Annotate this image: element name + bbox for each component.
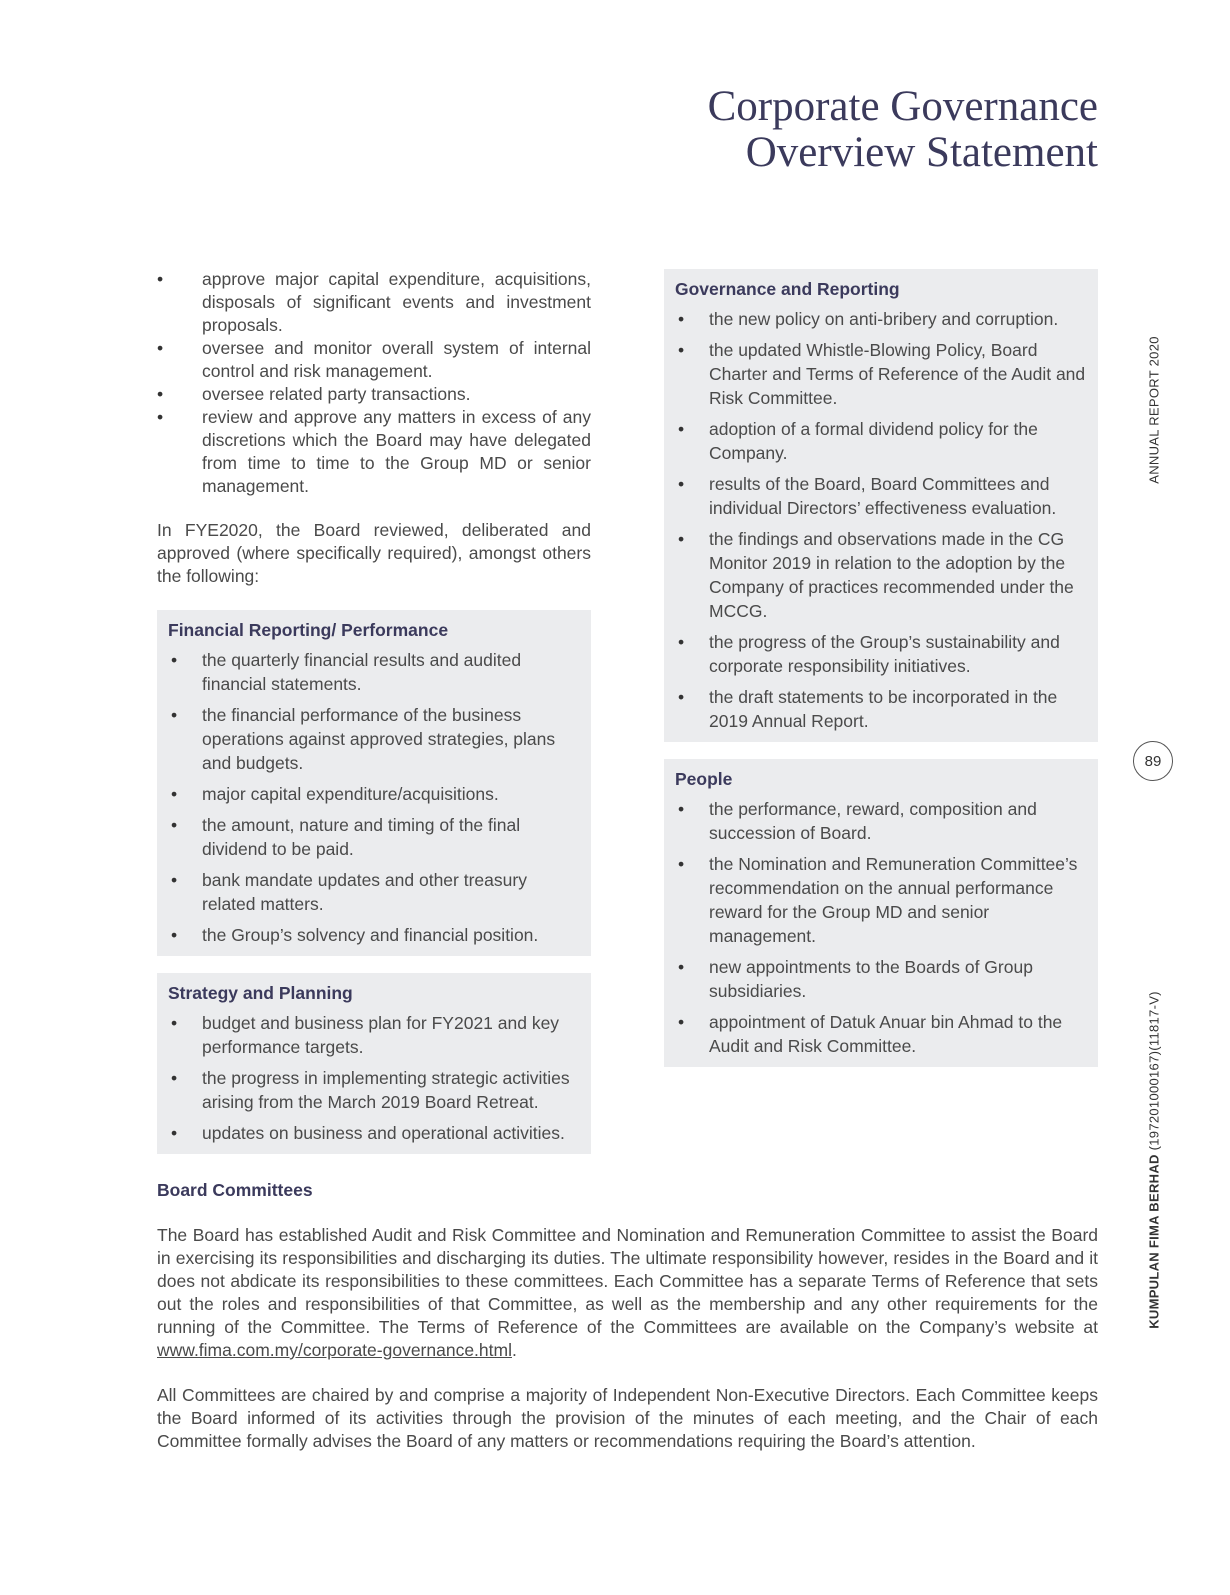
list-item: • the draft statements to be incorporated in the 2019 Annual Report. xyxy=(675,685,1087,733)
left-column xyxy=(157,268,591,1154)
list-item: • the Group’s solvency and financial position. xyxy=(168,923,580,947)
governance-list xyxy=(675,307,1087,733)
page-title-line-2: Overview Statement xyxy=(745,129,1098,176)
list-item: • the Nomination and Remuneration Committee’s recommendation on the annual performance reward for the Group MD and senior management. xyxy=(675,852,1087,948)
list-item: • oversee related party transactions. xyxy=(157,383,591,406)
intro-paragraph: In FYE2020, the Board reviewed, deliberated and approved (where specifically required), amongst others the following: xyxy=(157,520,591,586)
company-name: KUMPULAN FIMA BERHAD xyxy=(1146,1154,1162,1329)
list-item: • bank mandate updates and other treasury related matters. xyxy=(168,868,580,916)
intro-bullet-list xyxy=(157,268,591,498)
list-item: • the quarterly financial results and audited financial statements. xyxy=(168,648,580,696)
list-item: • budget and business plan for FY2021 and key performance targets. xyxy=(168,1011,580,1059)
people-list xyxy=(675,797,1087,1058)
website-link[interactable]: www.fima.com.my/corporate-governance.html xyxy=(157,1340,512,1360)
company-reg: (197201000167)(11817-V) xyxy=(1146,991,1162,1151)
board-committees-paragraph-1 xyxy=(157,1224,1098,1362)
box-title: People xyxy=(675,769,733,789)
annual-report-sidebar xyxy=(1143,336,1165,484)
paragraph-end: . xyxy=(511,1340,517,1360)
list-item: • the progress of the Group’s sustainability and corporate responsibility initiatives. xyxy=(675,630,1087,678)
list-item: • adoption of a formal dividend policy for the Company. xyxy=(675,417,1087,465)
strategy-list xyxy=(168,1011,580,1145)
people-box xyxy=(664,759,1098,1067)
list-item: • the financial performance of the business operations against approved strategies, plans and budgets. xyxy=(168,703,580,775)
board-committees-paragraph-2: All Committees are chaired by and comprise a majority of Independent Non-Executive Directors. Each Committee keeps the Board informed of its activities through the provision of the minutes of each meeting, and the Chair of each Committee formally advises the Board of any matters or recommendations requiring the Board’s attention. xyxy=(157,1385,1098,1451)
governance-reporting-box xyxy=(664,269,1098,742)
list-item: • the amount, nature and timing of the final dividend to be paid. xyxy=(168,813,580,861)
box-title: Strategy and Planning xyxy=(168,983,353,1003)
section-heading: Board Committees xyxy=(157,1180,313,1200)
list-item: • the new policy on anti-bribery and corruption. xyxy=(675,307,1087,331)
page-number-text: 89 xyxy=(1144,752,1162,770)
list-item: • the updated Whistle-Blowing Policy, Board Charter and Terms of Reference of the Audit and Risk Committee. xyxy=(675,338,1087,410)
paragraph-text: The Board has established Audit and Risk Committee and Nomination and Remuneration Committee to assist the Board in exercising its responsibilities and discharging its duties. The ultimate responsibility however, resides in the Board and it does not abdicate its responsibilities to these committees. Each Committee has a separate Terms of Reference that sets out the roles and responsibilities of that Committee, as well as the membership and any other requirements for the running of the Committee. The Terms of Reference of the Committees are available on the Company’s website at xyxy=(157,1225,1098,1337)
box-title: Governance and Reporting xyxy=(675,279,900,299)
page-title-line-1: Corporate Governance xyxy=(707,83,1098,130)
page-title xyxy=(708,84,1098,176)
right-column xyxy=(664,269,1098,1067)
financial-reporting-box xyxy=(157,610,591,956)
list-item: • oversee and monitor overall system of internal control and risk management. xyxy=(157,337,591,383)
list-item: • the performance, reward, composition and succession of Board. xyxy=(675,797,1087,845)
board-committees-section xyxy=(157,1178,1098,1475)
list-item: • new appointments to the Boards of Group subsidiaries. xyxy=(675,955,1087,1003)
list-item: • review and approve any matters in excess of any discretions which the Board may have delegated from time to time to the Group MD or senior management. xyxy=(157,406,591,498)
list-item: • results of the Board, Board Committees and individual Directors’ effectiveness evaluation. xyxy=(675,472,1087,520)
page-number xyxy=(1133,741,1173,781)
financial-list xyxy=(168,648,580,947)
strategy-planning-box xyxy=(157,973,591,1154)
list-item: • the findings and observations made in the CG Monitor 2019 in relation to the adoption by the Company of practices recommended under the MCCG. xyxy=(675,527,1087,623)
box-title: Financial Reporting/ Performance xyxy=(168,620,449,640)
company-sidebar xyxy=(1143,991,1165,1329)
annual-report-label: ANNUAL REPORT 2020 xyxy=(1146,336,1162,484)
list-item: • major capital expenditure/acquisitions. xyxy=(168,782,580,806)
list-item: • approve major capital expenditure, acquisitions, disposals of significant events and investment proposals. xyxy=(157,268,591,337)
list-item: • the progress in implementing strategic activities arising from the March 2019 Board Retreat. xyxy=(168,1066,580,1114)
list-item: • updates on business and operational activities. xyxy=(168,1121,580,1145)
company-label xyxy=(1147,991,1162,1329)
list-item: • appointment of Datuk Anuar bin Ahmad to the Audit and Risk Committee. xyxy=(675,1010,1087,1058)
